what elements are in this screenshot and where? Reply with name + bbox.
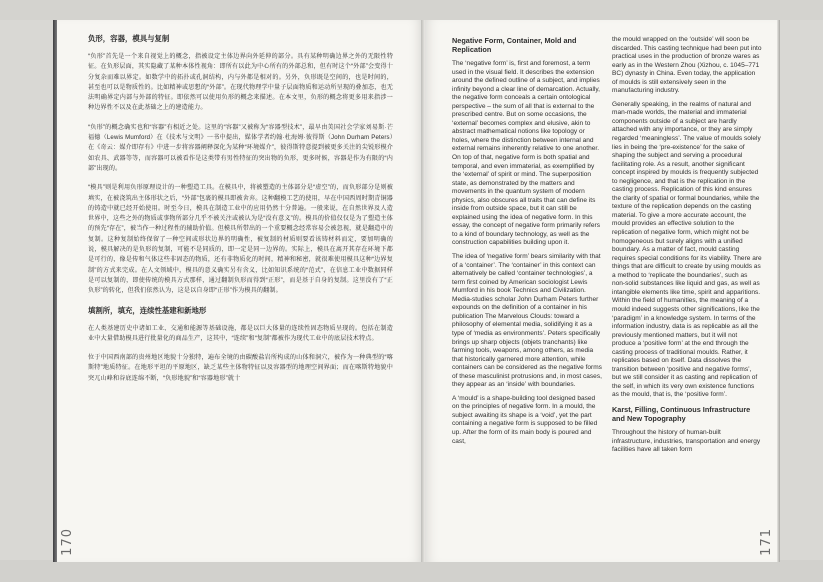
page-number-right: 171 — [759, 528, 774, 556]
en-paragraph: Generally speaking, in the realms of natural and man-made worlds, the material and immaterial components outside of a subject are hardly attached with any importance, or they are simply regarded ‘meaningless’. The value of moulds solely lies in being the ‘pre-existence’ for the sake of shaping the subject and serving a procedural facilitating role. As a result, another significant concept inspired by moulds is frequently subjected to negligence, and that is the replication in the casting process. Replication of this kind ensures the clarity of spatial or formal boundaries, while the texture of the replication depends on the casting material. To give a more accurate account, the mould provides an effective solution to the replication of negative form, which might not be homogeneous but surely aligns with a unified boundary. As a matter of fact, mould casting requires special conditions for its viability. There are things that are difficult to create by using moulds as a method to ‘replicate the boundaries’, such as non-solid substances like liquid and gas, as well as intangible elements like time, spirit and apparitions. Within the field of humanities, the meaning of a mould indeed suggests other significations, like the ‘paradigm’ in a knowledge system. In terms of the information industry, data is as replicable as all the previously mentioned matters, but it will not produce a ‘positive form’ at the end through the casting process of traditional moulds. Rather, it replicates based on itself. Data dissolves the transition between ‘positive and negative forms’, but we still consider it as casting and replication of the self, in which its very own existence functions as the mould, that is, the ‘positive form’. — [612, 100, 762, 399]
cn-paragraph: 在人类基建历史中诸如工业、交通和能源等基础设施，都是以巨大体量的连续性固态物质呈现的。包括在制造业中大量借助模具进行批量化的商品生产，这其中，“连续”和“复制”都被作为现代工业中的底层技术特点。 — [88, 324, 393, 342]
english-column-1 — [452, 36, 604, 451]
cn-paragraph: “负形”的概念确实也和“容器”有相近之处。这里的“容器”又被称为“容器型技术”，最早由美国社会学家刘易斯·芒福德（Lewis Mumford）在《技术与文明》一书中提出，媒体学者约翰·杜海姆·彼得斯（John Durham Peters）在《奇云：媒介即存有》中进一步将容器阐释深化为某种“环境媒介”，彼得斯特意提到被更多关注的尖锐形模介如农具、武器等等，而容器可以被看作是这类带有男性特征的突出物的负形，更多时候，容器是作为有限的“内部”出现的。 — [88, 123, 393, 172]
book-spine — [421, 20, 425, 562]
cn-paragraph: “模具”则是利用负形原理设计的一种塑造工具。在模具中，将被塑造的主体部分是“虚空”的，而负形部分是则被填实，在被浇筑出主体形状之后，“外部”包裹的模具即被舍弃。这种翻模工艺的使用，早在中国西周时期青铜器的铸造中就已经开始使用。时至今日，模具在制造工业中的应用仍然十分普遍。一般来说，在自然世界及人造世界中，这些之外的物质或事物所部分几乎不被关注或被认为是“没有意义”的。模具的价值仅仅是为了塑造主体的预先“存在”，被当作一种过程性的辅助价值。但模具所带出的一个重要概念经常容易会被忽视，就是翻造中的复制。这种复制始终保留了一种空间或形状边界的明确性，被复制的材质则要看该铸材料而定，要加明确的说，模具解决的是负形的复制，可能不是同质的，即一定是同一边界的。实际上，模具在离开其存在环境下都是可行的，像是传和气体这些非固态的物质，还有非物质化的时间，精神和秘密，就很难使用模具这种“边界复制”的方式来完成。在人文领域中，模具的意义确实另有含义，比如知识系统的“范式”，在信息工业中数据同样是可以复制的，即使传统的模具方式那样，通过翻制负形而得到“正形”，而是基于自身的复制。这里没有了“正负形”的转化，但我们依然认为，这是以自身即“正形”作为模具的翻制。 — [88, 184, 393, 295]
en-paragraph: A ‘mould’ is a shape-building tool designed based on the principles of negative form. In a mould, the subject awaiting its shape is a ‘void’, yet the part containing a negative form is supposed to be filled up. After the form of its main body is poured and cast, — [452, 394, 598, 445]
en-heading: Negative Form, Container, Mold and Replication — [452, 36, 577, 54]
right-page-edge — [777, 20, 780, 562]
left-page-edge — [53, 20, 57, 562]
en-paragraph: The ‘negative form’ is, first and foremost, a term used in the visual field. It describes the extension around the defined outline of a subject, and implies infinity beyond a clear line of demarcation. Actually, the negative form conceals a certain ontological perspective – the sum of all that is external to the prescribed centre. But on some occasions, the ‘external’ becomes complex and elusive, akin to abstract mathematical notions like topology or holes, where the distinction between internal and external remains inherently relative to one another. On top of that, negative form is both spatial and temporal, and even immaterial, as exemplified by the ‘external’ of spirit or mind. The superposition state, as demonstrated by the matters and movements in the quantum system of modern physics, also obscures all traits that can define its inside from outside space, but it can still be explained using the idea of negative form. In this essay, the concept of negative form primarily refers to a kind of boundary technology, as well as the construction capabilities building upon it. — [452, 60, 600, 247]
en-section-heading: Karst, Filling, Continuous Infrastructure and New Topography — [612, 404, 751, 423]
en-paragraph: Throughout the history of human-built infrastructure, industries, transportation and energy facilities have all taken form — [612, 428, 761, 454]
backdrop-bottom — [0, 560, 823, 582]
chinese-text-block — [88, 34, 393, 393]
cn-section-heading: 填割所，填充，连续性基建和新地形 — [88, 305, 207, 315]
backdrop-top — [0, 0, 823, 20]
en-paragraph: the mould wrapped on the ‘outside’ will soon be discarded. This casting technique had been put into practical uses in the production of bronze wares as early as in the Western Zhou (Xizhou, c. 1045–771 BC) dynasty in China. Even today, the application of moulds is still extensively seen in the manufacturing industry. — [612, 36, 762, 95]
page-number-left: 170 — [60, 528, 75, 556]
english-column-2 — [612, 36, 762, 460]
en-paragraph: The idea of ‘negative form’ bears similarity with that of a ‘container’. The ‘container’ in this context can alternatively be called ‘container technologies’, a term first coined by American sociologist Lewis Mumford in his book Technics and Civilization. Media-studies scholar John Durham Peters further expounds on the definition of a container in his publication The Marvelous Clouds: toward a philosophy of elemental media, solidifying it as a type of ‘media as environments’. Peters specifically brings up sharp objects (objets tranchants) like farming tools, weapons, among others, as media that historically garnered more attention, while containers can be considered as the negative forms of these masculinist protrusions and, in most cases, they appear as an ‘inside’ with boundaries. — [452, 253, 602, 389]
cn-heading: 负形，容器，模具与复制 — [88, 34, 170, 43]
cn-paragraph: 位于中国西南部的贵州地区地貌十分独特，遍布全境的由碳酸盐岩所构成的山体和洞穴，被作为一种典型的“喀斯特”地质特征。在地形平坦的平原地区，缺乏某些主体物特征以及容器型的地理空间界面；而在喀斯特地貌中突兀山峰和谷底连绵不断，“负形地貌”和“容器地形”就十 — [88, 354, 393, 382]
cn-paragraph: “负形”首先是一个来自视觉上的概念，指被设定主体边界向外延伸的部分。具有某种明确边界之外的无限性特征。在负形层面，其实隐藏了某种本体性视角：即所有以此为中心所有的外部总和，但有时这个“外部”会变得十分复杂而难以界定。如数学中的拓扑或孔洞结构，内与外都是相对的。另外，负形既是空间的，也是时间的，甚至也可以是物质性的。比如精神或思想的“外部”。在现代物理学中量子层面物质和运动所呈现的叠加态，也无法明确界定内部与外部的特征。即依然可以使用负形的概念来描述。在本文里，负形的概念将更多用来指涉一种边界性不以及在此基础之上的建造能力。 — [88, 53, 393, 112]
